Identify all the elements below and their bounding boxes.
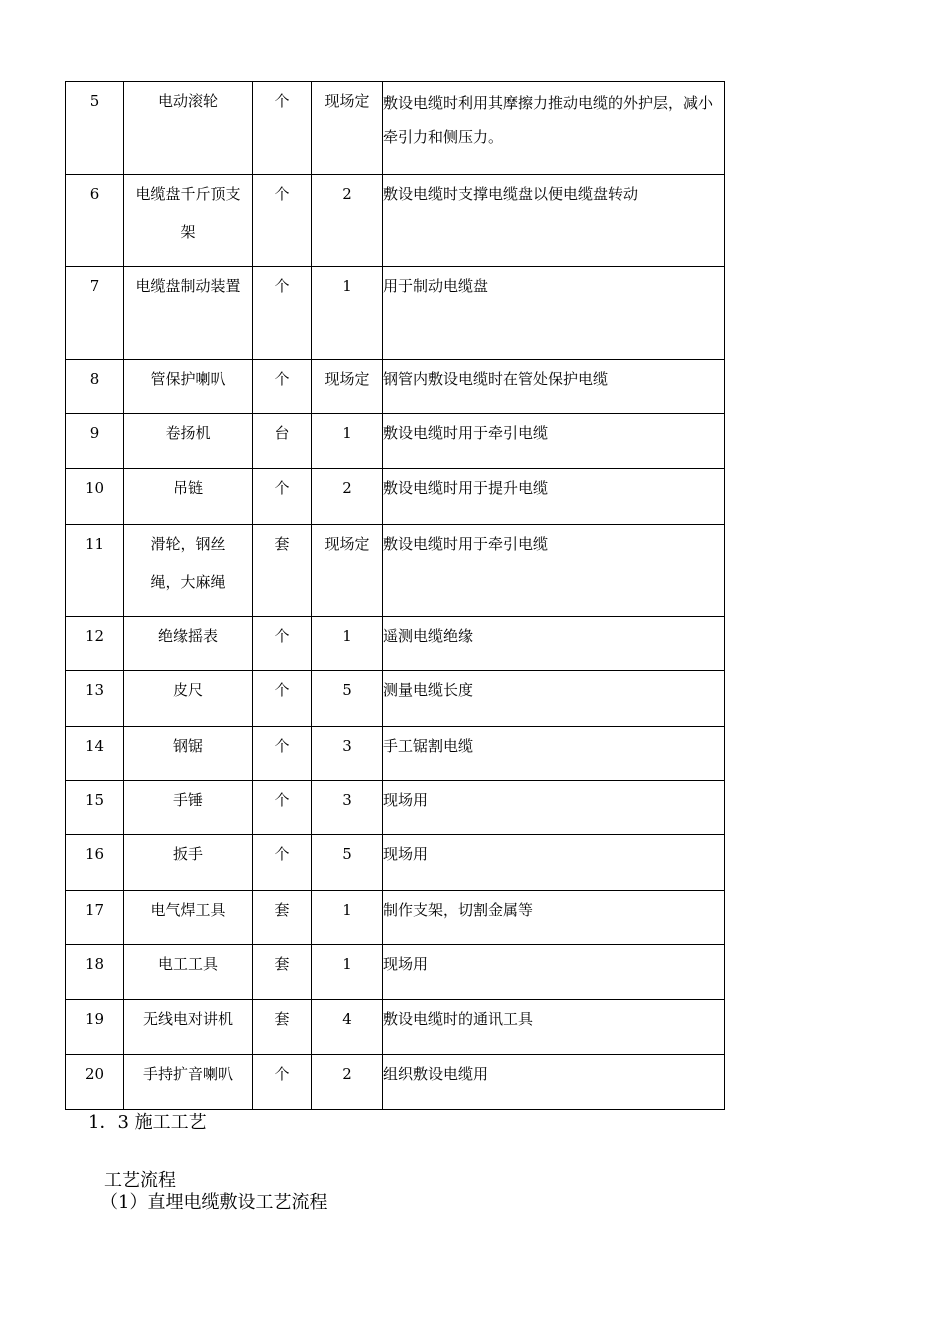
table-row xyxy=(66,781,725,835)
cell-use: 现场用 xyxy=(383,945,725,1000)
cell-unit: 个 xyxy=(253,727,312,781)
cell-unit: 个 xyxy=(253,617,312,671)
cell-use: 敷设电缆时的通讯工具 xyxy=(383,1000,725,1055)
cell-unit: 套 xyxy=(253,891,312,945)
cell-qty: 1 xyxy=(312,617,383,671)
cell-use: 组织敷设电缆用 xyxy=(383,1055,725,1110)
cell-use: 手工锯割电缆 xyxy=(383,727,725,781)
cell-use: 敷设电缆时利用其摩擦力推动电缆的外护层，减小牵引力和侧压力。 xyxy=(383,82,725,175)
cell-qty: 3 xyxy=(312,727,383,781)
table-row xyxy=(66,525,725,617)
cell-qty: 1 xyxy=(312,414,383,469)
cell-name: 电缆盘制动装置 xyxy=(124,267,253,360)
table-row xyxy=(66,414,725,469)
cell-use: 制作支架，切割金属等 xyxy=(383,891,725,945)
cell-no: 18 xyxy=(66,945,124,1000)
section-heading: 1．3 施工工艺 xyxy=(88,1112,207,1133)
cell-no: 10 xyxy=(66,469,124,525)
cell-qty: 2 xyxy=(312,1055,383,1110)
table-row xyxy=(66,1000,725,1055)
cell-use: 测量电缆长度 xyxy=(383,671,725,727)
cell-qty: 现场定 xyxy=(312,360,383,414)
cell-unit: 个 xyxy=(253,360,312,414)
cell-unit: 套 xyxy=(253,1000,312,1055)
cell-no: 16 xyxy=(66,835,124,891)
cell-no: 12 xyxy=(66,617,124,671)
table-row xyxy=(66,82,725,175)
cell-unit: 个 xyxy=(253,267,312,360)
cell-no: 9 xyxy=(66,414,124,469)
cell-unit: 个 xyxy=(253,469,312,525)
cell-qty: 1 xyxy=(312,891,383,945)
cell-use: 现场用 xyxy=(383,835,725,891)
cell-no: 14 xyxy=(66,727,124,781)
table-row xyxy=(66,891,725,945)
cell-unit: 台 xyxy=(253,414,312,469)
cell-unit: 个 xyxy=(253,82,312,175)
cell-name: 钢锯 xyxy=(124,727,253,781)
table-row xyxy=(66,835,725,891)
cell-name: 无线电对讲机 xyxy=(124,1000,253,1055)
cell-use: 敷设电缆时用于牵引电缆 xyxy=(383,525,725,617)
cell-no: 20 xyxy=(66,1055,124,1110)
cell-name: 电气焊工具 xyxy=(124,891,253,945)
cell-unit: 套 xyxy=(253,525,312,617)
cell-name: 绝缘摇表 xyxy=(124,617,253,671)
cell-no: 6 xyxy=(66,175,124,267)
cell-name: 扳手 xyxy=(124,835,253,891)
cell-no: 15 xyxy=(66,781,124,835)
cell-use: 钢管内敷设电缆时在管处保护电缆 xyxy=(383,360,725,414)
cell-qty: 4 xyxy=(312,1000,383,1055)
cell-use: 敷设电缆时用于提升电缆 xyxy=(383,469,725,525)
cell-qty: 现场定 xyxy=(312,525,383,617)
cell-unit: 套 xyxy=(253,945,312,1000)
cell-use: 现场用 xyxy=(383,781,725,835)
cell-qty: 5 xyxy=(312,835,383,891)
cell-no: 19 xyxy=(66,1000,124,1055)
cell-qty: 1 xyxy=(312,267,383,360)
cell-name: 电动滚轮 xyxy=(124,82,253,175)
cell-no: 13 xyxy=(66,671,124,727)
cell-no: 8 xyxy=(66,360,124,414)
cell-no: 11 xyxy=(66,525,124,617)
list-item-1: （1）直埋电缆敷设工艺流程 xyxy=(100,1192,328,1213)
cell-unit: 个 xyxy=(253,835,312,891)
cell-name: 吊链 xyxy=(124,469,253,525)
cell-name: 手持扩音喇叭 xyxy=(124,1055,253,1110)
table-row xyxy=(66,727,725,781)
cell-name: 卷扬机 xyxy=(124,414,253,469)
table-row xyxy=(66,175,725,267)
cell-unit: 个 xyxy=(253,671,312,727)
cell-qty: 5 xyxy=(312,671,383,727)
table-row xyxy=(66,671,725,727)
cell-unit: 个 xyxy=(253,1055,312,1110)
subheading: 工艺流程 xyxy=(104,1170,176,1191)
cell-no: 7 xyxy=(66,267,124,360)
cell-name: 电缆盘千斤顶支架 xyxy=(124,175,253,267)
cell-no: 5 xyxy=(66,82,124,175)
cell-no: 17 xyxy=(66,891,124,945)
cell-unit: 个 xyxy=(253,781,312,835)
table-row xyxy=(66,617,725,671)
cell-use: 敷设电缆时支撑电缆盘以便电缆盘转动 xyxy=(383,175,725,267)
cell-qty: 3 xyxy=(312,781,383,835)
cell-qty: 现场定 xyxy=(312,82,383,175)
equipment-table xyxy=(65,81,725,1110)
cell-use: 遥测电缆绝缘 xyxy=(383,617,725,671)
cell-unit: 个 xyxy=(253,175,312,267)
cell-qty: 2 xyxy=(312,175,383,267)
cell-qty: 2 xyxy=(312,469,383,525)
cell-name: 手锤 xyxy=(124,781,253,835)
table-row xyxy=(66,1055,725,1110)
cell-name: 皮尺 xyxy=(124,671,253,727)
cell-name: 滑轮，钢丝绳，大麻绳 xyxy=(124,525,253,617)
cell-name: 电工工具 xyxy=(124,945,253,1000)
cell-use: 敷设电缆时用于牵引电缆 xyxy=(383,414,725,469)
table-row xyxy=(66,267,725,360)
table-row xyxy=(66,469,725,525)
cell-name: 管保护喇叭 xyxy=(124,360,253,414)
cell-qty: 1 xyxy=(312,945,383,1000)
table-row xyxy=(66,945,725,1000)
table-row xyxy=(66,360,725,414)
cell-use: 用于制动电缆盘 xyxy=(383,267,725,360)
